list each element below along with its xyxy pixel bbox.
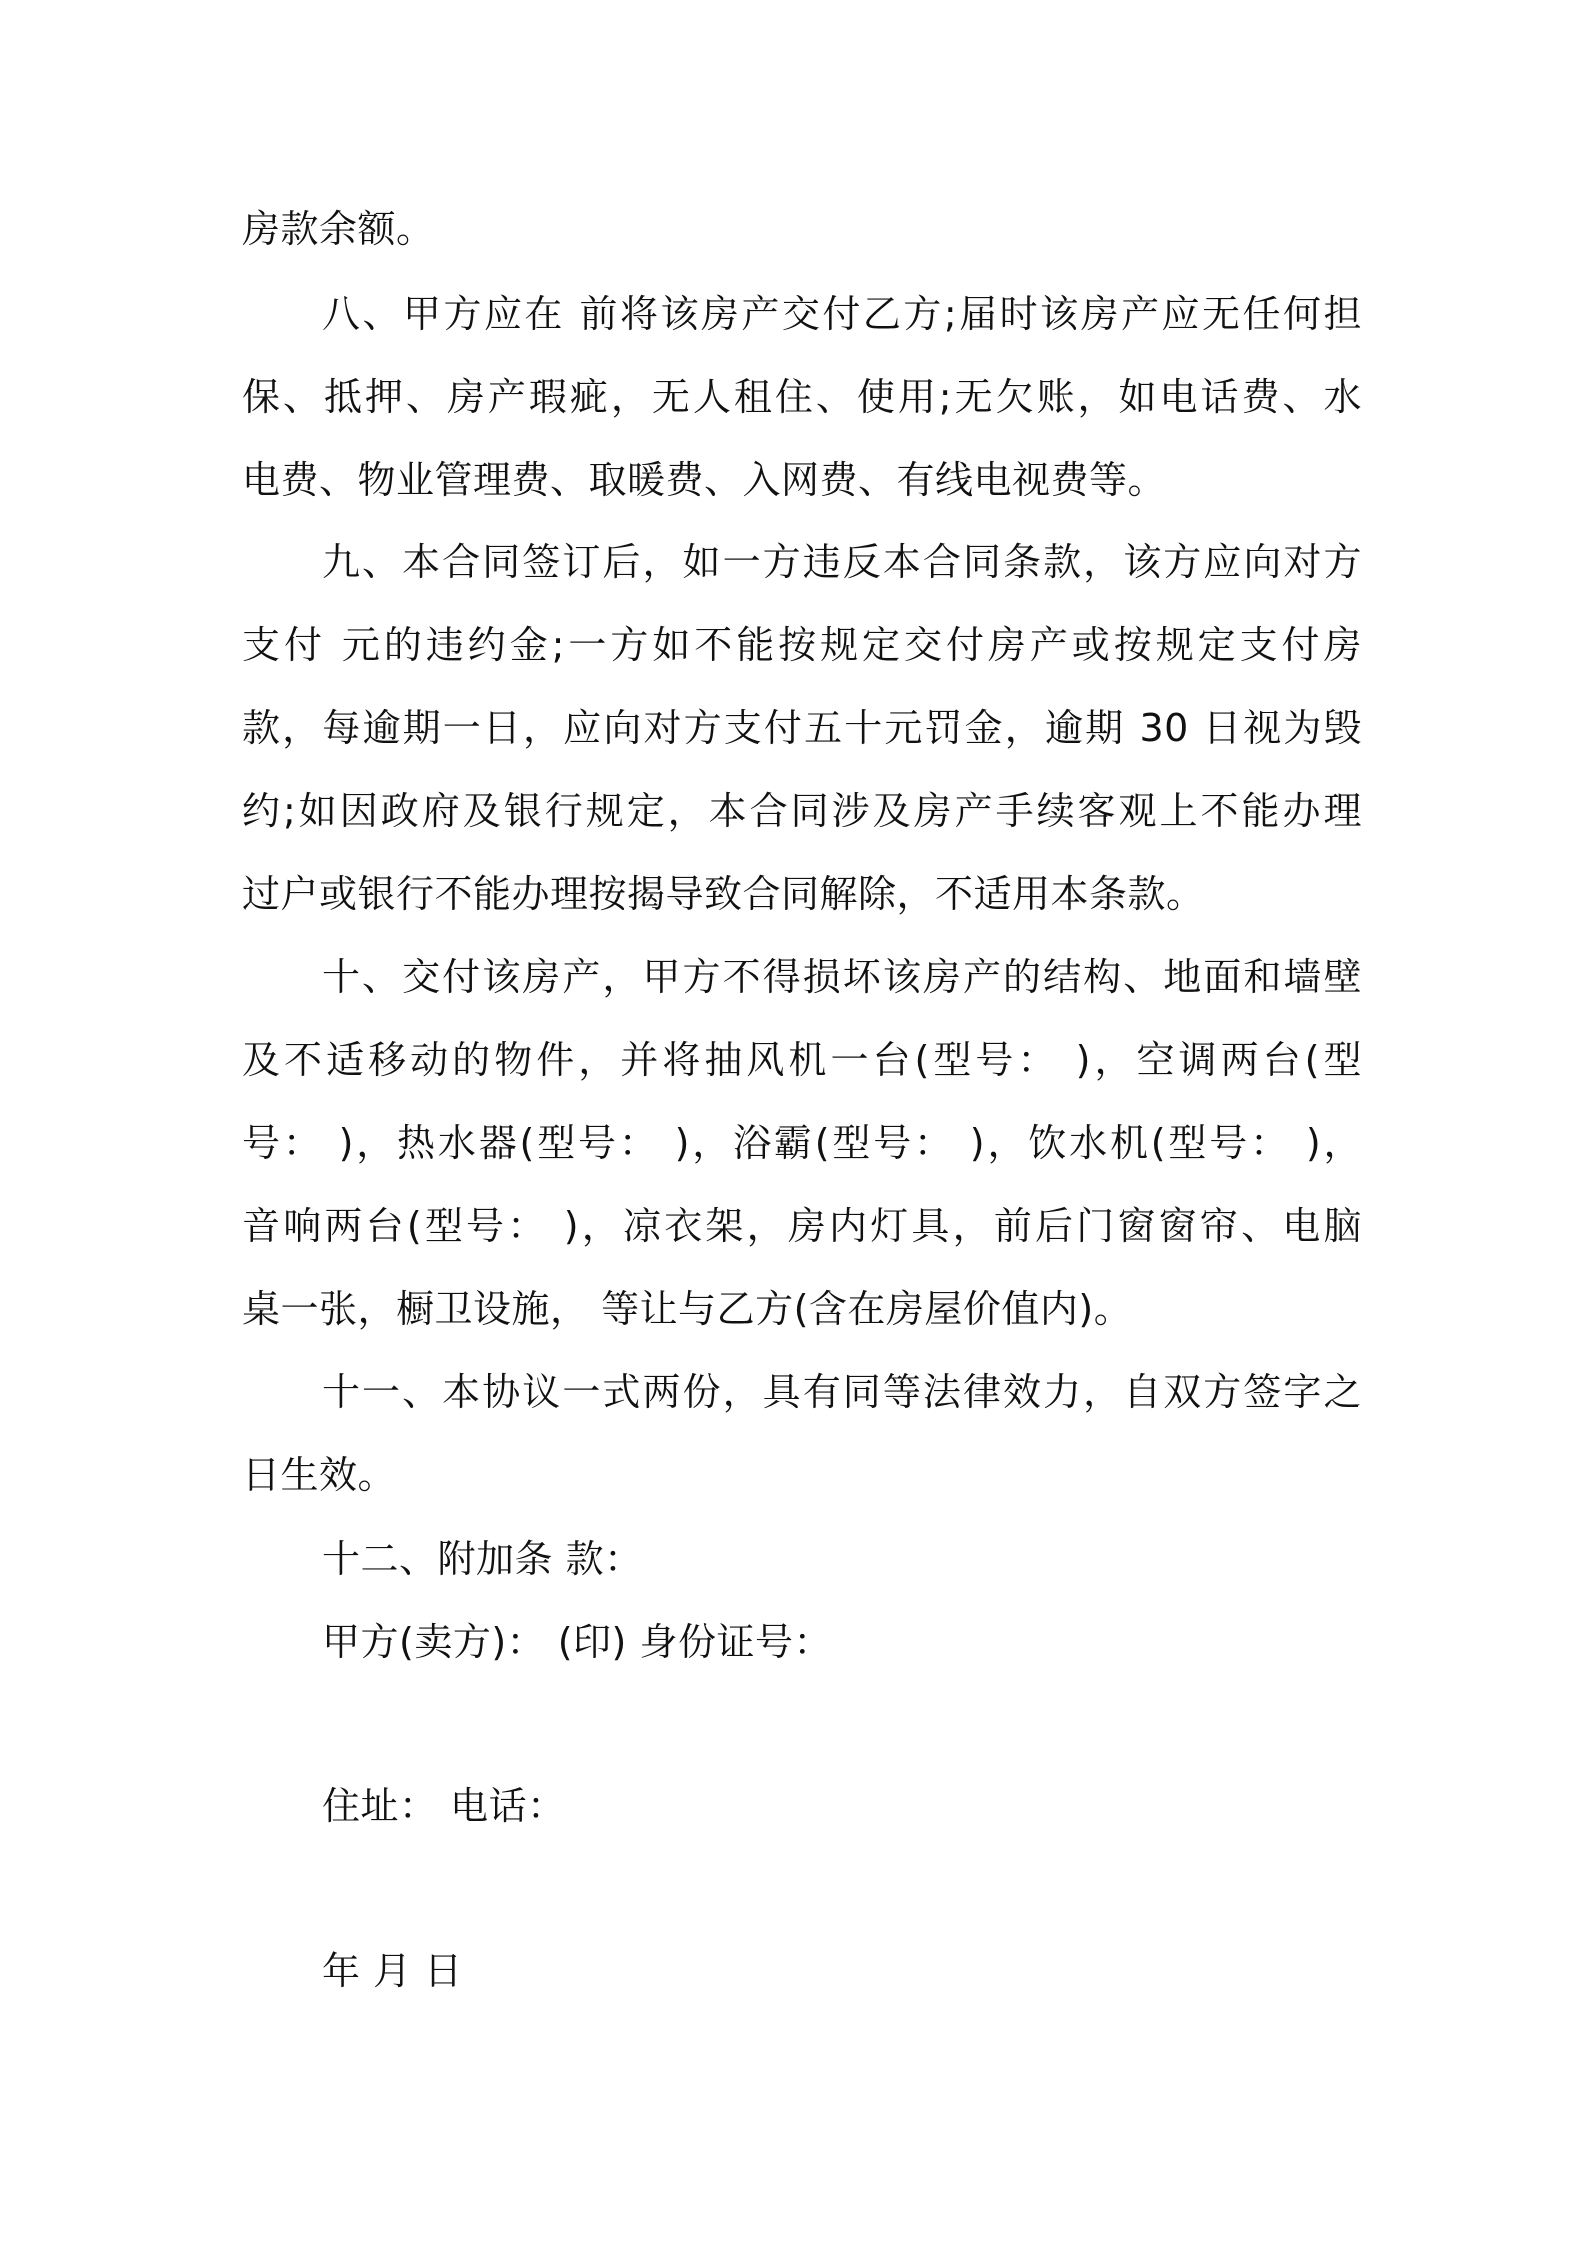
clause-9-line-1: 九、本合同签订后，如一方违反本合同条款，该方应向对方 bbox=[322, 540, 1362, 584]
clause-11-line-1: 十一、本协议一式两份，具有同等法律效力，自双方签字之 bbox=[322, 1370, 1362, 1414]
clause-8-line-2: 保、抵押、房产瑕疵，无人租住、使用;无欠账，如电话费、水 bbox=[242, 375, 1362, 419]
clause-9-line-4: 约;如因政府及银行规定，本合同涉及房产手续客观上不能办理 bbox=[242, 789, 1362, 833]
clause-10-line-4: 音响两台(型号： )，凉衣架，房内灯具，前后门窗窗帘、电脑 bbox=[242, 1204, 1362, 1248]
clause-8-line-1: 八、甲方应在 前将该房产交付乙方;届时该房产应无任何担 bbox=[322, 292, 1362, 336]
clause-10-line-3: 号： )，热水器(型号： )，浴霸(型号： )，饮水机(型号： )， bbox=[242, 1121, 1362, 1165]
clause-10-line-1: 十、交付该房产，甲方不得损坏该房产的结构、地面和墙壁 bbox=[322, 955, 1362, 999]
date-line: 年 月 日 bbox=[322, 1949, 463, 1993]
clause-11-line-2: 日生效。 bbox=[242, 1453, 397, 1497]
clause-10-line-2: 及不适移动的物件，并将抽风机一台(型号： )，空调两台(型 bbox=[242, 1038, 1362, 1082]
clause-9-line-5: 过户或银行不能办理按揭导致合同解除，不适用本条款。 bbox=[242, 872, 1205, 916]
clause-9-line-3: 款，每逾期一日，应向对方支付五十元罚金，逾期 30 日视为毁 bbox=[242, 706, 1362, 750]
clause-12-heading: 十二、附加条 款： bbox=[322, 1537, 643, 1581]
party-a-signature-line: 甲方(卖方)： (印) 身份证号： bbox=[322, 1620, 832, 1664]
clause-9-line-2: 支付 元的违约金;一方如不能按规定交付房产或按规定支付房 bbox=[242, 623, 1362, 667]
paragraph-7-end: 房款余额。 bbox=[242, 207, 435, 251]
address-phone-line: 住址： 电话： bbox=[322, 1784, 566, 1828]
clause-8-line-3: 电费、物业管理费、取暖费、入网费、有线电视费等。 bbox=[242, 458, 1167, 502]
clause-10-line-5: 桌一张，橱卫设施， 等让与乙方(含在房屋价值内)。 bbox=[242, 1287, 1133, 1331]
